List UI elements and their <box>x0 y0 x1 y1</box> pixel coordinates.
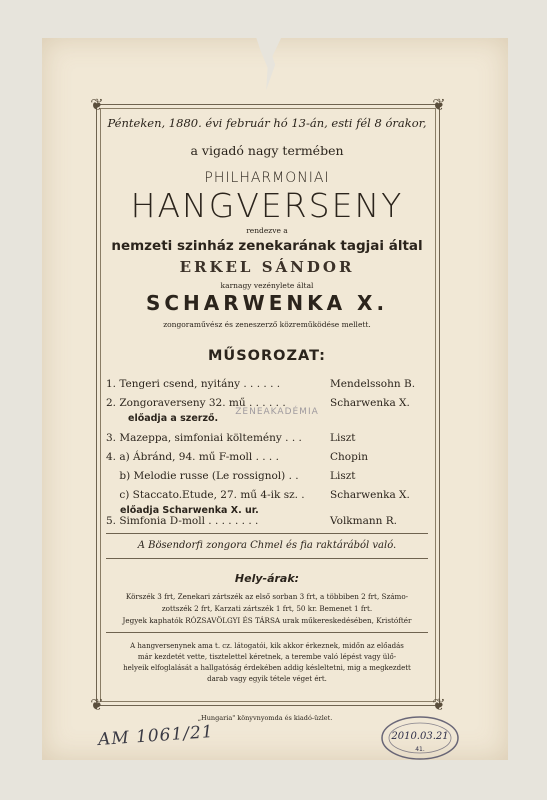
rendezve-label: rendezve a <box>246 226 288 235</box>
printer-imprint: „Hungaria" könyvnyomda és kiadó-üzlet. <box>197 714 333 722</box>
corner-ornament-icon: ❦ <box>90 95 104 114</box>
corner-ornament-icon: ❦ <box>432 95 446 114</box>
notice-line: helyeik elfoglalását a hallgatóság érdekében addig késleltetni, mig a megkezdett <box>123 664 411 672</box>
program-composer: Volkmann R. <box>330 515 397 527</box>
handwritten-reference: AM 1061/21 <box>97 721 215 751</box>
performer-note: előadja a szerző. <box>128 413 219 424</box>
program-work: c) Staccato.Etude, 27. mű 4-ik sz. . <box>106 489 305 501</box>
notice-line: darab vagy egyik tétele véget ért. <box>207 675 327 683</box>
program-composer: Liszt <box>330 470 356 482</box>
ticket-line: Jegyek kaphatók RÓZSAVÖLGYI ÉS TÁRSA urak műkereskedésében, Kristóftér <box>122 616 412 625</box>
program-composer: Chopin <box>330 451 368 463</box>
divider <box>106 558 428 559</box>
program-composer: Mendelssohn B. <box>330 378 416 390</box>
program-work: 4. a) Ábránd, 94. mű F-moll . . . . <box>106 451 279 463</box>
program-item <box>106 378 432 396</box>
program-item <box>106 451 432 469</box>
program-work: 5. Simfonia D-moll . . . . . . . . <box>106 515 259 527</box>
archive-seal-stamp <box>380 715 460 761</box>
library-stamp: ZENEAKADÉMIA <box>235 407 319 417</box>
program-heading: MŰSOROZAT: <box>208 348 326 364</box>
program-composer: Scharwenka X. <box>330 397 410 409</box>
program-composer: Scharwenka X. <box>330 489 410 501</box>
program-composer: Liszt <box>330 432 356 444</box>
price-line: Körszék 3 frt, Zenekari zártszék az első sorban 3 frt, a többiben 2 frt, Számo- <box>125 592 409 601</box>
program-item <box>106 470 432 488</box>
venue-line: a vigadó nagy termében <box>190 143 344 158</box>
program-work: 2. Zongoraverseny 32. mű . . . . . . <box>106 397 286 409</box>
notice-line: A hangversenynek ama t. cz. látogatói, kik akkor érkeznek, midőn az előadás <box>130 642 404 650</box>
conductor-role: karnagy vezénylete által <box>220 281 314 290</box>
prices-heading: Hely-árak: <box>234 572 300 585</box>
organizer-line: nemzeti szinház zenekarának tagjai által <box>111 238 423 254</box>
divider <box>106 632 428 633</box>
corner-ornament-icon: ❦ <box>432 695 446 714</box>
soloist-name: SCHARWENKA X. <box>145 291 389 315</box>
philharmoniai-label: PHILHARMONIAI <box>204 170 330 186</box>
program-item <box>106 515 432 533</box>
corner-ornament-icon: ❦ <box>90 695 104 714</box>
seal-page: 41. <box>415 746 425 753</box>
program-work: 1. Tengeri csend, nyitány . . . . . . <box>106 378 281 390</box>
soloist-role: zongoraművész és zeneszerző közreműködése mellett. <box>163 320 371 329</box>
program-item <box>106 432 432 450</box>
conductor-name: ERKEL SÁNDOR <box>179 258 355 276</box>
date-line: Pénteken, 1880. évi február hó 13-án, esti fél 8 órakor, <box>107 116 427 130</box>
poster-title: HANGVERSENY <box>130 186 404 225</box>
notice-line: már kezdetét vette, tisztelettel kéretnek, a terembe való lépést vagy ülő- <box>137 653 397 661</box>
divider <box>106 533 428 534</box>
seal-number: 2010.03.21 <box>391 731 449 742</box>
piano-note: A Bösendorfi zongora Chmel és fia raktárából való. <box>137 540 397 551</box>
price-line: zottszék 2 frt, Karzati zártszék 1 frt, 50 kr. Bemenet 1 frt. <box>161 604 373 613</box>
program-work: b) Melodie russe (Le rossignol) . . <box>106 470 299 482</box>
performer-note: előadja Scharwenka X. ur. <box>120 505 259 516</box>
program-work: 3. Mazeppa, simfoniai költemény . . . <box>106 432 302 444</box>
